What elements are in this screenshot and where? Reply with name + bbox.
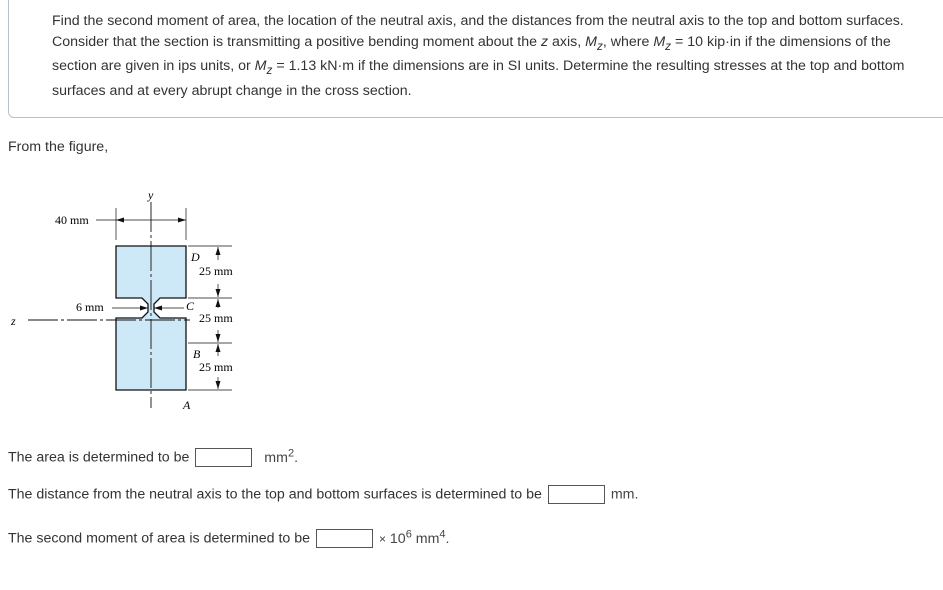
dim-25-bot-label: 25 mm <box>199 360 233 374</box>
times-symbol: × <box>378 531 386 546</box>
point-d-label: D <box>191 250 200 264</box>
arrow-icon <box>216 334 221 342</box>
moment-suffix: . <box>445 530 450 547</box>
dim-25-top-label: 25 mm <box>199 264 233 278</box>
dim-25-mid-label: 25 mm <box>199 311 233 325</box>
arrow-icon <box>216 299 221 307</box>
problem-text-part: = 1.13 kN·m if the dimensions are in SI units. Determine the resulting stresses at the top and bottom surfaces and at every abrupt change in the cross section. <box>52 58 905 100</box>
point-b-label: B <box>193 347 201 361</box>
distance-unit: mm. <box>610 486 639 503</box>
z-axis-symbol: z <box>540 33 549 50</box>
arrow-icon <box>116 218 124 223</box>
problem-statement <box>52 11 912 102</box>
moment-unit-exponent: 4 <box>439 528 446 540</box>
area-question <box>8 447 298 467</box>
distance-answer-input[interactable] <box>548 485 605 504</box>
area-suffix: . <box>294 449 299 466</box>
moment-subscript: z <box>665 38 672 53</box>
moment-subscript: z <box>266 63 273 78</box>
point-a-label: A <box>183 398 191 412</box>
dim-40-label: 40 mm <box>55 213 89 227</box>
cross-section-diagram <box>0 180 260 420</box>
moment-symbol: M <box>585 33 597 50</box>
problem-text-part: Find the second moment of area, the location of the neutral axis, and the distances from the neutral axis to the top and bottom surfaces. Consider that the section is transmitting a positive bending moment about the <box>52 13 904 50</box>
arrow-icon <box>140 306 148 311</box>
power-base: 10 <box>389 530 406 547</box>
problem-text-part: = 10 kip·in if the dimensions of the section are given in ips units, or <box>52 33 891 75</box>
arrow-icon <box>216 344 221 352</box>
point-c-label: C <box>186 299 195 313</box>
arrow-icon <box>178 218 186 223</box>
from-figure-label: From the figure, <box>8 139 109 155</box>
arrow-icon <box>216 381 221 389</box>
cross-section-figure <box>0 180 260 425</box>
distance-question <box>8 485 638 504</box>
power-exponent: 6 <box>405 528 412 540</box>
problem-text-part: , where <box>602 33 654 50</box>
area-unit-exponent: 2 <box>287 447 295 459</box>
z-axis-label: z <box>11 314 16 328</box>
moment-symbol: M <box>653 33 666 50</box>
moment-question-text: The second moment of area is determined to be <box>8 530 311 547</box>
moment-symbol: M <box>254 58 267 75</box>
distance-question-text: The distance from the neutral axis to the top and bottom surfaces is determined to be <box>8 486 542 503</box>
arrow-icon <box>154 306 162 311</box>
area-unit <box>264 447 299 466</box>
arrow-icon <box>216 247 221 255</box>
problem-text-part: axis, <box>548 33 586 50</box>
area-answer-input[interactable] <box>195 448 252 467</box>
moment-answer-input[interactable] <box>316 529 373 548</box>
area-question-text: The area is determined to be <box>8 449 190 466</box>
area-unit-text: mm <box>264 449 288 466</box>
problem-statement-box <box>8 0 943 118</box>
moment-unit <box>378 528 450 547</box>
y-axis-label: y <box>148 188 154 202</box>
moment-unit-text: mm <box>415 530 440 547</box>
arrow-icon <box>216 289 221 297</box>
moment-subscript: z <box>596 38 603 53</box>
moment-question <box>8 528 450 548</box>
dim-6-label: 6 mm <box>76 300 104 314</box>
